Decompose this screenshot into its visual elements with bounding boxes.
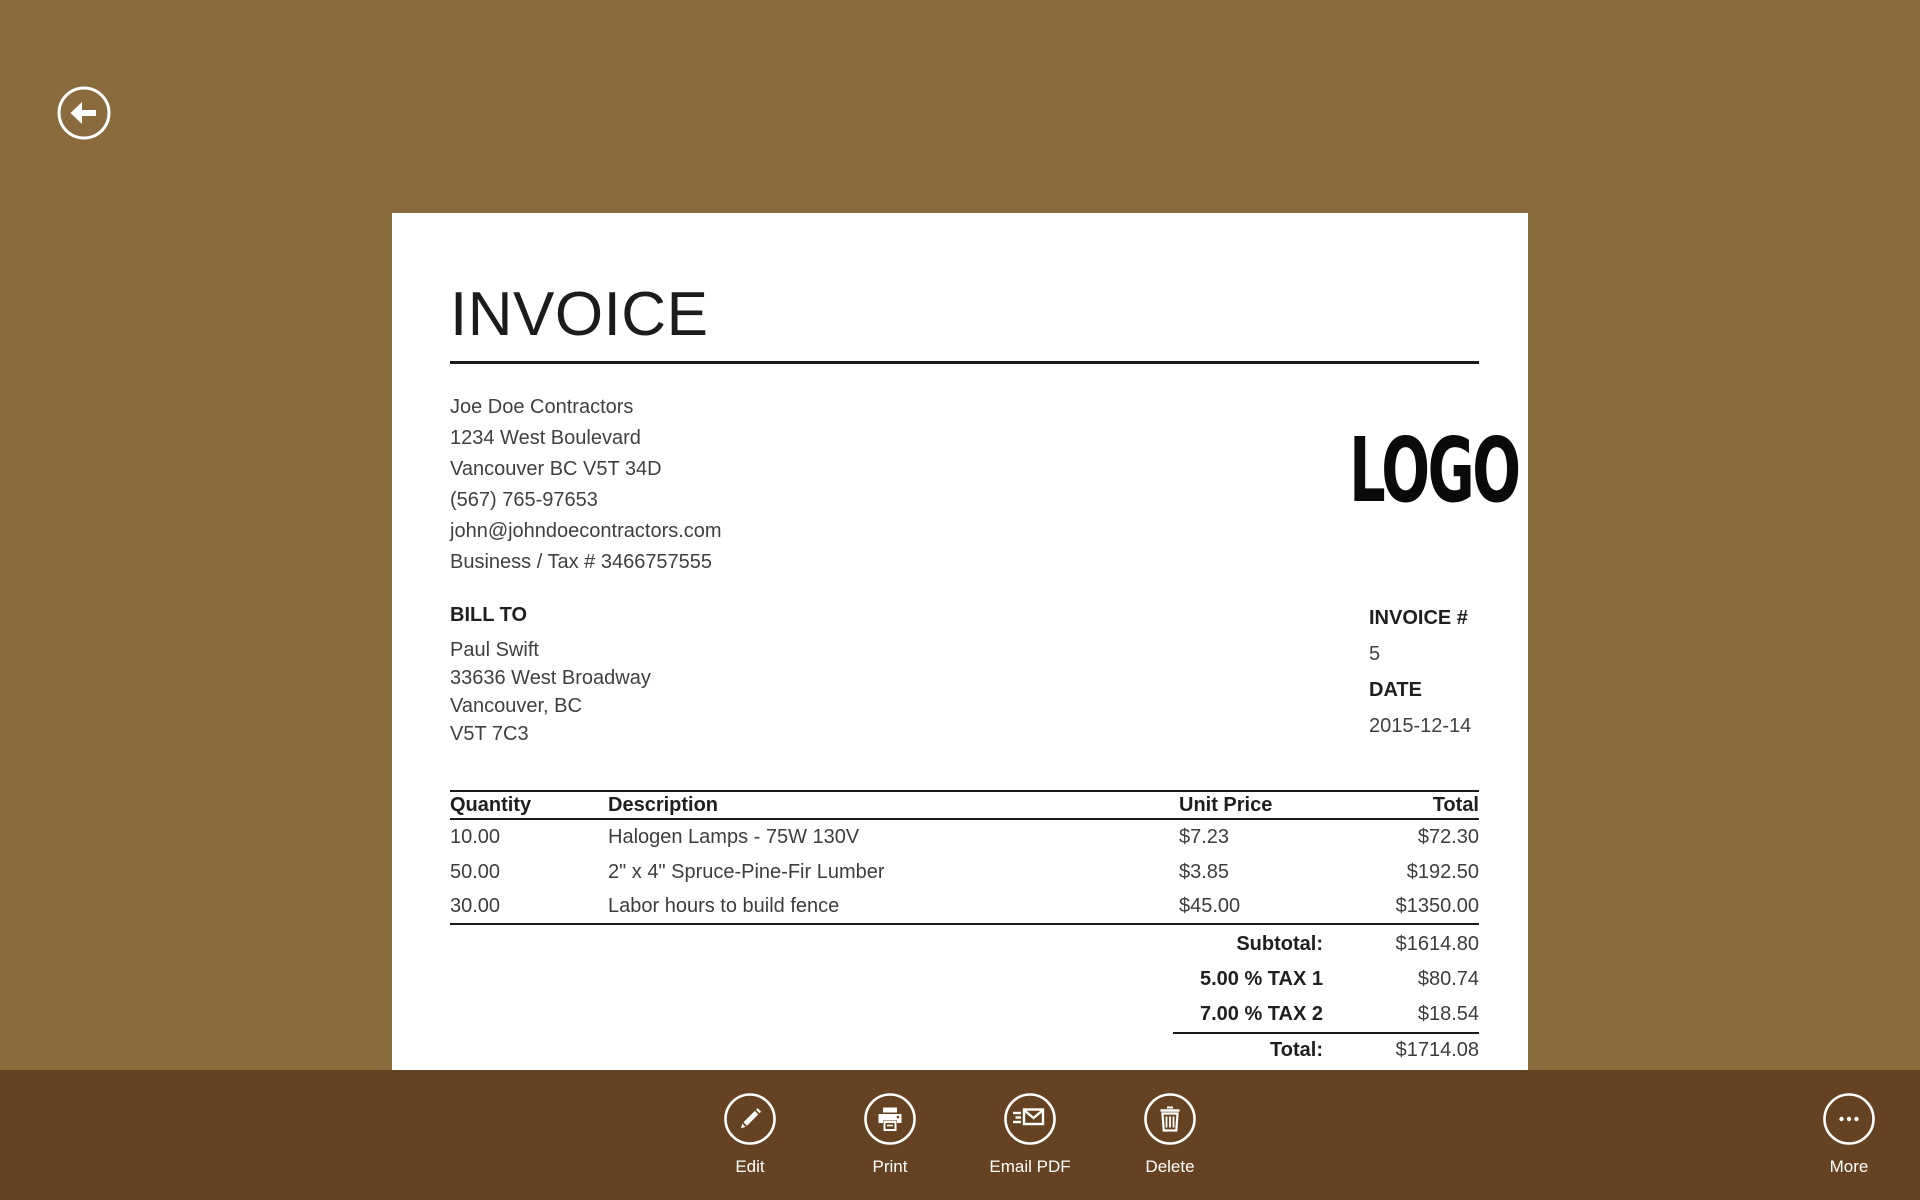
- bill-to-name: Paul Swift: [450, 639, 539, 661]
- cell-quantity: 50.00: [450, 861, 501, 883]
- printer-icon: [863, 1092, 917, 1151]
- tax1-label: 5.00 % TAX 1: [1199, 968, 1323, 990]
- cell-total: $192.50: [1406, 861, 1479, 883]
- tax1-value: $80.74: [1417, 968, 1479, 990]
- print-label: Print: [872, 1157, 908, 1176]
- tax2-row: [1173, 997, 1479, 1032]
- column-header-quantity: Quantity: [450, 793, 532, 816]
- table-row: [450, 855, 1479, 890]
- email-pdf-label: Email PDF: [989, 1157, 1071, 1176]
- subtotal-value: $1614.80: [1395, 933, 1479, 955]
- ellipsis-icon: [1822, 1092, 1876, 1151]
- bill-to-block: [450, 600, 651, 748]
- company-logo: [1312, 418, 1519, 523]
- cell-quantity: 30.00: [450, 895, 501, 917]
- total-label: Total:: [1270, 1039, 1323, 1061]
- totals-block: [1173, 927, 1479, 1067]
- tax1-row: [1173, 962, 1479, 997]
- cell-total: $1350.00: [1395, 895, 1479, 917]
- subtotal-row: [1173, 927, 1479, 962]
- company-city: Vancouver BC V5T 34D: [450, 458, 662, 480]
- cell-description: Halogen Lamps - 75W 130V: [608, 826, 860, 848]
- invoice-title: INVOICE: [450, 280, 709, 349]
- back-button[interactable]: [56, 85, 112, 141]
- cell-description: Labor hours to build fence: [608, 895, 840, 917]
- invoice-number-value: 5: [1369, 643, 1381, 665]
- trash-icon: [1143, 1092, 1197, 1151]
- company-email: john@johndoecontractors.com: [450, 520, 722, 542]
- cell-unit-price: $7.23: [1179, 826, 1230, 848]
- line-items-table: [450, 790, 1479, 925]
- cell-total: $72.30: [1417, 826, 1479, 848]
- company-name: Joe Doe Contractors: [450, 396, 634, 418]
- company-tax-number: Business / Tax # 3466757555: [450, 551, 713, 573]
- invoice-meta: [1369, 600, 1479, 748]
- column-header-description: Description: [608, 793, 719, 816]
- title-rule: [450, 361, 1479, 364]
- column-header-unit-price: Unit Price: [1179, 793, 1273, 816]
- invoice-card: [392, 213, 1528, 1070]
- company-phone: (567) 765-97653: [450, 489, 598, 511]
- table-row: [450, 820, 1479, 855]
- app-bar: [0, 1070, 1920, 1200]
- total-value: $1714.08: [1395, 1039, 1479, 1061]
- cell-quantity: 10.00: [450, 826, 501, 848]
- delete-label: Delete: [1145, 1157, 1195, 1176]
- subtotal-label: Subtotal:: [1236, 933, 1323, 955]
- bill-to-postal: V5T 7C3: [450, 723, 529, 745]
- more-button[interactable]: [1799, 1092, 1899, 1177]
- pencil-icon: [723, 1092, 777, 1151]
- back-arrow-icon: [56, 128, 112, 145]
- cell-description: 2" x 4" Spruce-Pine-Fir Lumber: [608, 861, 885, 883]
- tax2-label: 7.00 % TAX 2: [1199, 1003, 1323, 1025]
- bill-to-city: Vancouver, BC: [450, 695, 582, 717]
- bill-to-street: 33636 West Broadway: [450, 667, 651, 689]
- more-label: More: [1829, 1157, 1869, 1176]
- cell-unit-price: $3.85: [1179, 861, 1230, 883]
- logo-text: LOGO: [1349, 418, 1519, 523]
- cell-unit-price: $45.00: [1179, 895, 1241, 917]
- invoice-number-label: INVOICE #: [1369, 607, 1468, 629]
- print-button[interactable]: [840, 1092, 940, 1177]
- email-icon: [1003, 1092, 1057, 1151]
- edit-label: Edit: [735, 1157, 765, 1176]
- bill-to-label: BILL TO: [450, 604, 528, 626]
- edit-button[interactable]: [700, 1092, 800, 1177]
- delete-button[interactable]: [1120, 1092, 1220, 1177]
- column-header-total: Total: [1432, 793, 1479, 816]
- company-info: [450, 392, 722, 578]
- company-street: 1234 West Boulevard: [450, 427, 641, 449]
- invoice-date-value: 2015-12-14: [1369, 715, 1472, 737]
- table-header-row: [450, 792, 1479, 820]
- invoice-date-label: DATE: [1369, 679, 1422, 701]
- tax2-value: $18.54: [1417, 1003, 1479, 1025]
- table-row: [450, 890, 1479, 925]
- total-row: [1173, 1032, 1479, 1067]
- email-pdf-button[interactable]: [980, 1092, 1080, 1177]
